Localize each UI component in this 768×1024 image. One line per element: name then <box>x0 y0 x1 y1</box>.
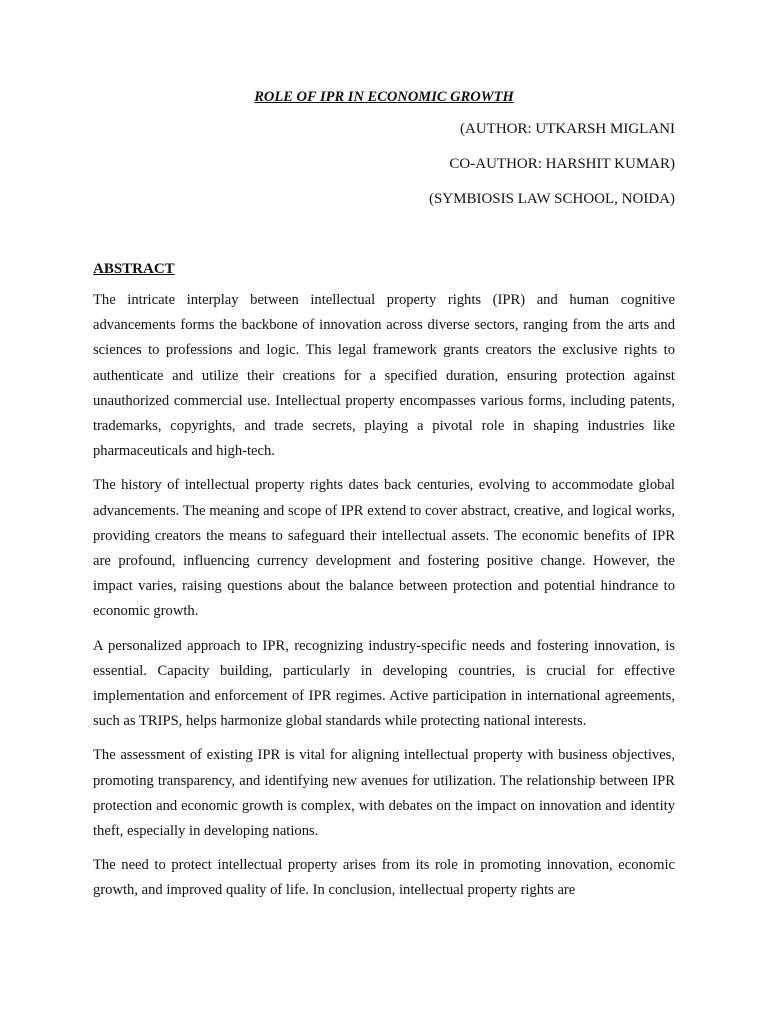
abstract-paragraph-1: The intricate interplay between intellectual property rights (IPR) and human cognitive advancements forms the backbone of innovation across diverse sectors, ranging from the arts and sciences to professions and logic. This legal framework grants creators the exclusive rights to authenticate and utilize their creations for a specified duration, ensuring protection against unauthorized commercial use. Intellectual property encompasses various forms, including patents, trademarks, copyrights, and trade secrets, playing a pivotal role in shaping industries like pharmaceuticals and high-tech. <box>93 292 675 460</box>
affiliation-line: (SYMBIOSIS LAW SCHOOL, NOIDA) <box>428 191 675 207</box>
author-line: (AUTHOR: UTKARSH MIGLANI <box>460 121 675 137</box>
document-body <box>93 88 675 913</box>
abstract-paragraph-5: The need to protect intellectual property arises from its role in promoting innovation, economic growth, and improved quality of life. In conclusion, intellectual property rights are <box>93 857 675 899</box>
abstract-paragraph-2: The history of intellectual property rights dates back centuries, evolving to accommodate global advancements. The meaning and scope of IPR extend to cover abstract, creative, and logical works, providing creators the means to safeguard their intellectual assets. The economic benefits of IPR are profound, influencing currency development and fostering positive change. However, the impact varies, raising questions about the balance between protection and potential hindrance to economic growth. <box>93 477 675 620</box>
abstract-paragraph-3: A personalized approach to IPR, recognizing industry-specific needs and fostering innovation, is essential. Capacity building, particularly in developing countries, is crucial for effective implementation and enforcement of IPR regimes. Active participation in international agreements, such as TRIPS, helps harmonize global standards while protecting national interests. <box>93 637 675 730</box>
abstract-heading: ABSTRACT <box>93 261 175 277</box>
document-title: ROLE OF IPR IN ECONOMIC GROWTH <box>254 89 514 105</box>
abstract-paragraph-4: The assessment of existing IPR is vital for aligning intellectual property with business objectives, promoting transparency, and identifying new avenues for utilization. The relationship between IPR protection and economic growth is complex, with debates on the impact on innovation and identity theft, especially in developing nations. <box>93 747 675 840</box>
co-author-line: CO-AUTHOR: HARSHIT KUMAR) <box>449 156 675 172</box>
